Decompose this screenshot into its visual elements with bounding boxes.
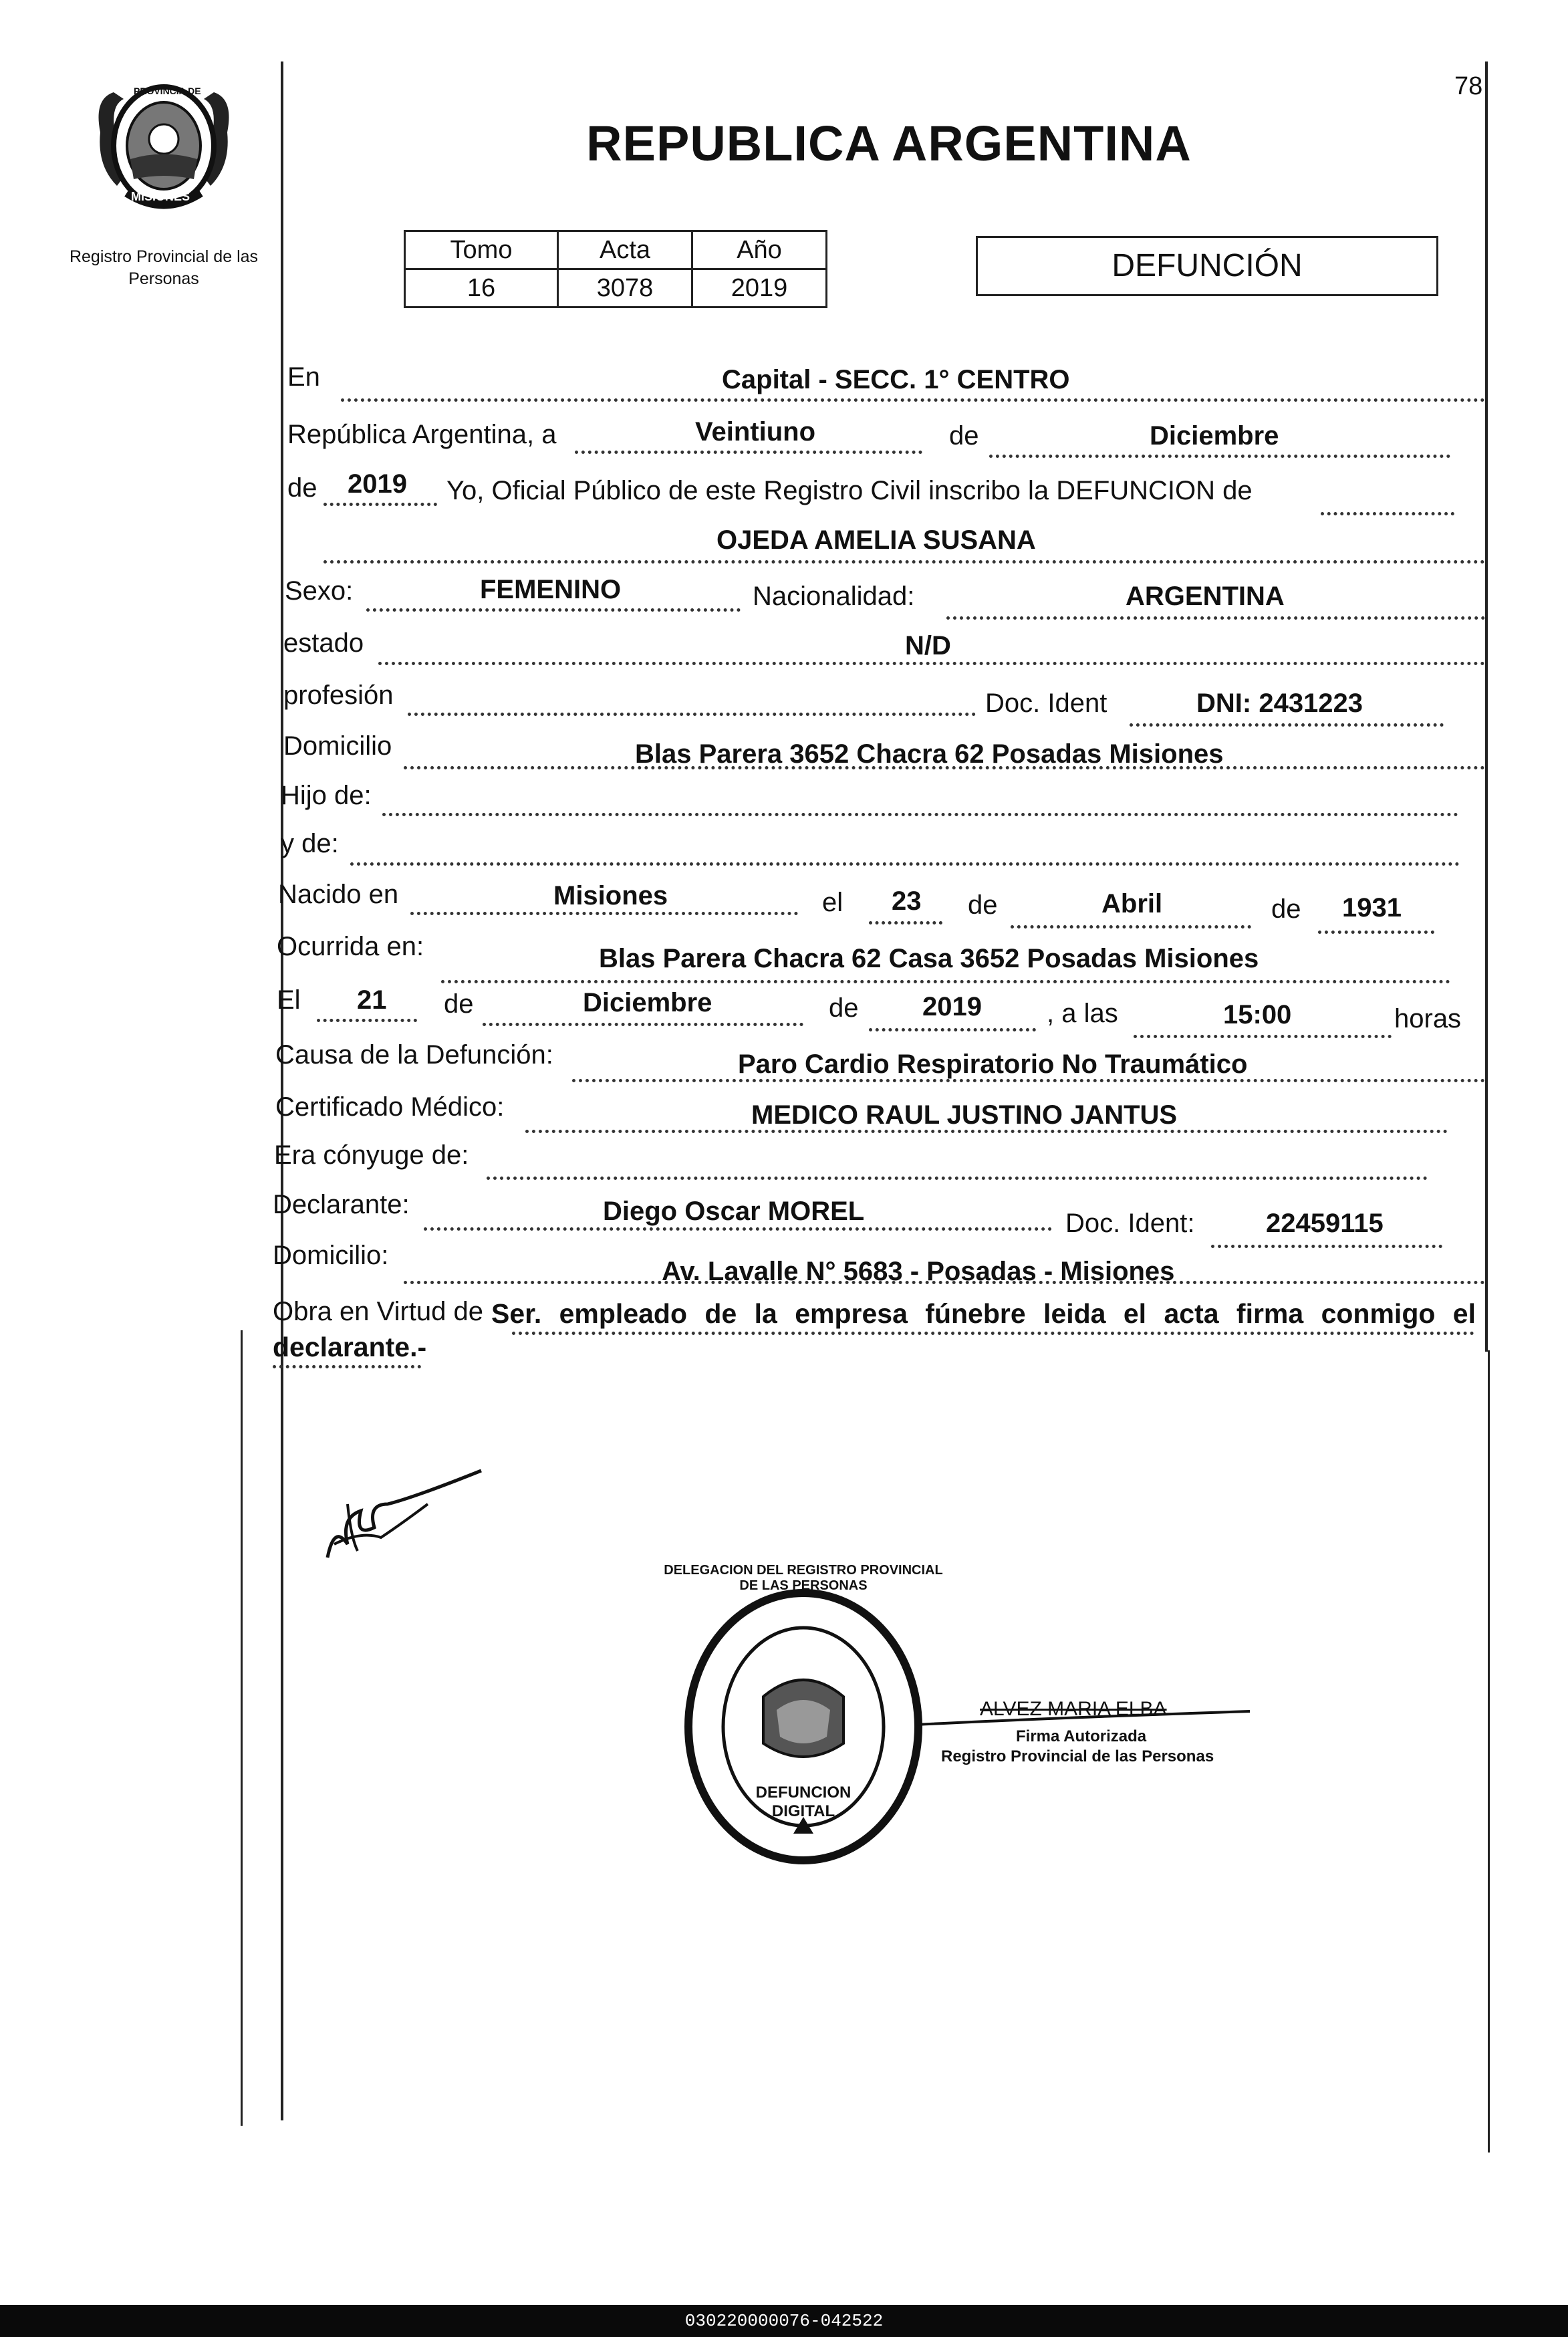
horas-label: horas (1394, 1004, 1462, 1033)
mes-dotted-line (989, 455, 1450, 458)
certificado-value: MEDICO RAUL JUSTINO JANTUS (751, 1100, 1178, 1130)
alas-label: , a las (1047, 999, 1118, 1028)
doc-ident2-dotted-line (1211, 1245, 1442, 1248)
profesion-dotted-line (408, 713, 976, 716)
nacido-label: Nacido en (278, 880, 399, 909)
estado-value: N/D (905, 631, 951, 660)
anio-dotted-line (323, 503, 437, 506)
document-type-box: DEFUNCIÓN (976, 236, 1438, 296)
tomo-header: Tomo (405, 231, 558, 269)
doc-ident-label: Doc. Ident (985, 689, 1107, 718)
stamp-ring-text: DELEGACION DEL REGISTRO PROVINCIAL DE LAS PERSONAS (664, 1563, 943, 1593)
el-label-2: El (277, 985, 301, 1015)
conyuge-label: Era cónyuge de: (274, 1140, 469, 1170)
inscribo-dotted-line (1321, 512, 1454, 515)
acta-value: 3078 (558, 269, 692, 308)
en-dotted-line (341, 398, 1485, 402)
stamp-inner-text: DEFUNCION DIGITAL (755, 1784, 852, 1820)
sexo-label: Sexo: (285, 576, 354, 606)
document-title: REPUBLICA ARGENTINA (586, 116, 1192, 171)
nac-mes-value: Abril (1101, 889, 1163, 918)
dia-dotted-line (575, 451, 922, 454)
def-dia-dotted-line (317, 1019, 417, 1022)
de-label-1: de (949, 421, 979, 451)
conyuge-dotted-line (487, 1177, 1428, 1180)
right-margin-rule (1485, 62, 1488, 1352)
nacionalidad-label: Nacionalidad: (753, 582, 915, 611)
hora-dotted-line (1134, 1035, 1392, 1038)
declarante-dotted-line (424, 1227, 1052, 1231)
left-margin-rule-outer (241, 1330, 243, 2126)
page-number: 78 (1454, 72, 1483, 100)
obra-label: Obra en Virtud de (273, 1297, 484, 1326)
registry-stamp (664, 1563, 943, 1870)
obra-dotted-line-1 (512, 1332, 1474, 1335)
domicilio2-value: Av. Lavalle N° 5683 - Posadas - Misiones (662, 1257, 1175, 1286)
de-label-5: de (444, 989, 474, 1019)
en-label: En (287, 362, 320, 392)
en-value: Capital - SECC. 1° CENTRO (722, 365, 1070, 394)
nacionalidad-value: ARGENTINA (1126, 582, 1285, 611)
def-dia-value: 21 (357, 985, 387, 1015)
left-margin-rule (281, 62, 283, 2120)
def-mes-dotted-line (483, 1023, 803, 1026)
def-mes-value: Diciembre (583, 988, 712, 1017)
footer-code: 030220000076-042522 (0, 2305, 1568, 2337)
ocurrida-label: Ocurrida en: (277, 932, 424, 961)
sexo-dotted-line (366, 608, 741, 612)
right-margin-rule-lower (1488, 1350, 1490, 2152)
declarante-label: Declarante: (273, 1190, 410, 1219)
estado-dotted-line (378, 662, 1485, 665)
declarante-value: Diego Oscar MOREL (603, 1197, 865, 1226)
doc-ident2-value: 22459115 (1266, 1209, 1384, 1238)
causa-value: Paro Cardio Respiratorio No Traumático (738, 1050, 1248, 1079)
nac-dia-dotted-line (869, 921, 942, 925)
nac-anio-dotted-line (1318, 931, 1434, 934)
hijo-dotted-line (382, 813, 1458, 816)
estado-label: estado (283, 628, 364, 658)
acta-header: Acta (558, 231, 692, 269)
signer-org: Registro Provincial de las Personas (941, 1747, 1214, 1765)
anio-value: 2019 (692, 269, 827, 308)
tomo-value: 16 (405, 269, 558, 308)
def-anio-dotted-line (869, 1028, 1036, 1031)
nac-anio-value: 1931 (1342, 893, 1402, 922)
doc-ident-value: DNI: 2431223 (1196, 689, 1363, 718)
de-label-3: de (968, 890, 998, 920)
def-anio-value: 2019 (922, 992, 982, 1021)
el-label: el (822, 888, 843, 917)
doc-ident-dotted-line (1130, 723, 1444, 727)
profesion-label: profesión (283, 681, 394, 710)
hora-value: 15:00 (1223, 1000, 1292, 1029)
de-label-4: de (1271, 894, 1301, 924)
dia-texto-value: Veintiuno (695, 417, 815, 447)
doc-ident2-label: Doc. Ident: (1065, 1209, 1195, 1238)
seal-ring-text-top: PROVINCIA DE (134, 86, 201, 96)
ocurrida-dotted-line (441, 980, 1450, 983)
mes-value: Diciembre (1150, 421, 1279, 451)
domicilio-label: Domicilio (283, 731, 392, 761)
obra-text: Ser. empleado de la empresa fúnebre leida el acta firma conmigo el declarante.- (273, 1298, 1476, 1362)
nac-dia-value: 23 (892, 886, 922, 916)
yde-dotted-line (350, 862, 1460, 866)
certificado-label: Certificado Médico: (275, 1092, 505, 1122)
nac-mes-dotted-line (1011, 925, 1251, 929)
reference-table-value-row (405, 269, 827, 308)
inscribo-text: Yo, Oficial Público de este Registro Civil inscribo la DEFUNCION de (446, 476, 1253, 505)
nacido-en-value: Misiones (553, 881, 668, 910)
nacionalidad-dotted-line (946, 616, 1485, 620)
nombre-value: OJEDA AMELIA SUSANA (716, 525, 1036, 555)
reference-table-header-row (405, 231, 827, 269)
de-label-6: de (829, 993, 859, 1023)
domicilio2-label: Domicilio: (273, 1241, 389, 1270)
hijo-label: Hijo de: (281, 781, 372, 810)
seal-ring-text-bottom: MISIONES (131, 190, 190, 203)
yde-label: y de: (281, 829, 339, 858)
anio-header: Año (692, 231, 827, 269)
seal-caption: Registro Provincial de las Personas (69, 247, 259, 288)
domicilio-value: Blas Parera 3652 Chacra 62 Posadas Misiones (635, 739, 1224, 769)
causa-label: Causa de la Defunción: (275, 1040, 553, 1070)
nombre-dotted-line (323, 560, 1485, 564)
de-label-2: de (287, 473, 317, 503)
signer-name: ALVEZ MARIA ELBA (980, 1698, 1167, 1720)
anio-value: 2019 (348, 469, 407, 499)
reference-table (404, 230, 827, 308)
sexo-value: FEMENINO (480, 575, 622, 604)
republica-label: República Argentina, a (287, 420, 557, 449)
official-signature (321, 1464, 495, 1564)
obra-dotted-line-2 (273, 1365, 421, 1368)
nacido-dotted-line (410, 912, 798, 915)
signer-role: Firma Autorizada (1016, 1727, 1147, 1745)
ocurrida-value: Blas Parera Chacra 62 Casa 3652 Posadas Misiones (599, 944, 1259, 973)
